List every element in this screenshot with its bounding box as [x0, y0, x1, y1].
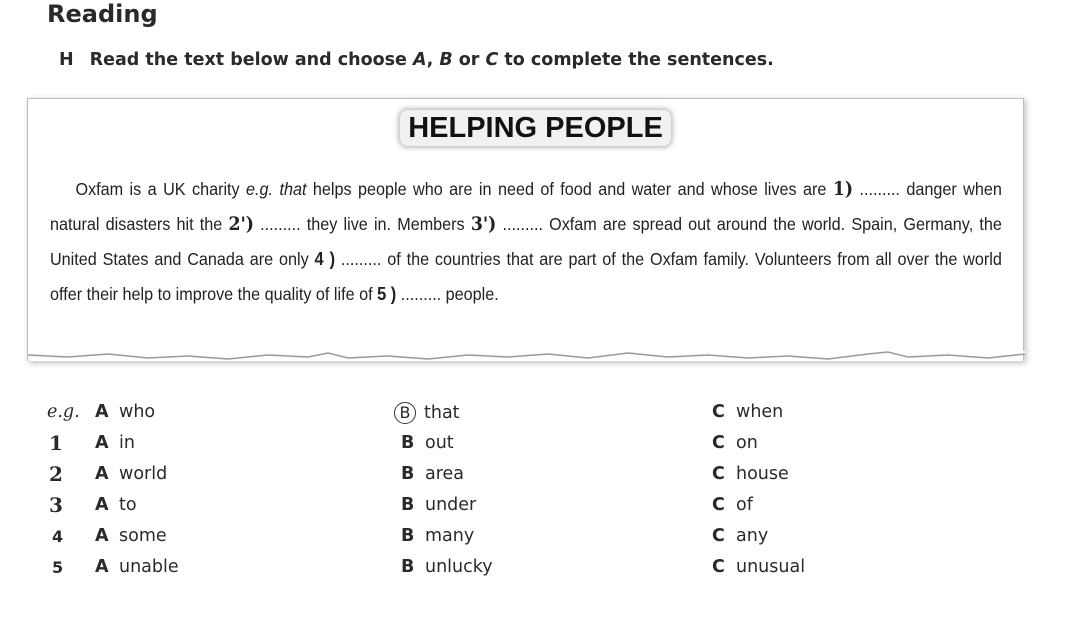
passage-eg-label: e.g.: [246, 179, 274, 199]
option-c[interactable]: [712, 402, 783, 422]
option-a[interactable]: [95, 526, 167, 546]
passage-part-4: ......... they live in. Members: [253, 214, 471, 234]
option-b[interactable]: [401, 464, 464, 484]
option-a[interactable]: [95, 557, 179, 577]
question-number: e.g.: [47, 402, 80, 422]
answer-row-5: [47, 557, 1047, 588]
passage-part-2: helps people who are in need of food and water and whose lives are: [306, 179, 827, 199]
option-a[interactable]: [95, 402, 155, 422]
passage-part-1: Oxfam is a UK charity: [75, 179, 247, 199]
question-number: 5: [52, 558, 64, 577]
option-c[interactable]: [712, 433, 758, 453]
option-text: unusual: [736, 557, 806, 577]
passage-part-5: ......... Oxfam are spread out around the world. Spain, Germany, the United States and Canada are only: [50, 214, 1002, 269]
passage-text: [50, 172, 1002, 312]
instruction-option-c: C: [485, 50, 499, 70]
option-letter: C: [712, 495, 725, 515]
answer-row-2: [47, 464, 1047, 495]
option-letter: B: [401, 526, 415, 546]
gap-number-3: 3'): [470, 213, 497, 235]
option-letter: A: [95, 495, 109, 515]
option-b[interactable]: [401, 557, 493, 577]
answer-options: [47, 402, 1047, 588]
option-a[interactable]: [95, 464, 167, 484]
section-heading: Reading: [47, 0, 158, 28]
option-text: out: [425, 433, 454, 453]
option-letter: B: [401, 433, 415, 453]
option-a[interactable]: [95, 433, 135, 453]
option-letter: A: [95, 526, 109, 546]
option-text: on: [736, 433, 758, 453]
question-number: 4: [52, 527, 64, 546]
passage-eg-answer: that: [273, 179, 307, 199]
option-letter: B: [401, 464, 415, 484]
option-a[interactable]: [95, 495, 137, 515]
option-text: to: [119, 495, 137, 515]
option-b[interactable]: [401, 495, 476, 515]
option-b-selected[interactable]: [401, 402, 460, 424]
option-text: under: [425, 495, 477, 515]
option-letter: C: [712, 433, 725, 453]
option-text: that: [424, 403, 460, 423]
option-text: world: [119, 464, 168, 484]
passage-part-3: ......... danger when natural disasters hit the: [50, 179, 1002, 234]
option-c[interactable]: [712, 526, 768, 546]
answer-row-3: [47, 495, 1047, 526]
instruction-option-a: A: [413, 50, 427, 70]
instruction-sep-2: or: [452, 50, 486, 70]
option-text: some: [119, 526, 167, 546]
option-letter: C: [712, 557, 725, 577]
option-b[interactable]: [401, 433, 454, 453]
gap-number-1: 1): [832, 178, 854, 200]
option-text: who: [119, 402, 156, 422]
answer-row-1: [47, 433, 1047, 464]
option-text: in: [119, 433, 135, 453]
answer-row-eg: [47, 402, 1047, 433]
instruction: [59, 50, 774, 70]
option-letter: C: [712, 402, 725, 422]
gap-number-4: 4 ): [314, 249, 336, 269]
option-letter: B: [401, 557, 415, 577]
instruction-option-b: B: [439, 50, 453, 70]
option-c[interactable]: [712, 495, 753, 515]
option-text: house: [736, 464, 789, 484]
passage-part-7: ......... people.: [396, 284, 499, 304]
option-letter: A: [95, 557, 109, 577]
gap-number-5: 5 ): [377, 284, 397, 304]
gap-number-2: 2'): [228, 213, 254, 235]
option-text: any: [736, 526, 769, 546]
option-text: of: [736, 495, 753, 515]
option-letter: A: [95, 433, 109, 453]
option-text: many: [425, 526, 475, 546]
option-b[interactable]: [401, 526, 474, 546]
question-number: 1: [49, 431, 63, 455]
circled-option-letter: B: [394, 402, 416, 424]
option-text: when: [736, 402, 784, 422]
instruction-sep-1: ,: [426, 50, 440, 70]
passage-title: [0, 110, 1071, 146]
passage-part-6: ......... of the countries that are part of the Oxfam family. Volunteers from all over the world offer their help to improve the quality of life of: [50, 249, 1002, 304]
torn-paper-edge: [28, 351, 1025, 375]
passage-title-text: HELPING PEOPLE: [400, 110, 671, 146]
answer-row-4: [47, 526, 1047, 557]
instruction-text-1: Read the text below and choose: [89, 50, 414, 70]
option-c[interactable]: [712, 464, 789, 484]
question-number: 2: [49, 462, 63, 486]
option-text: area: [425, 464, 465, 484]
option-letter: A: [95, 464, 109, 484]
option-letter: C: [712, 464, 725, 484]
option-letter: B: [401, 495, 415, 515]
option-text: unable: [119, 557, 179, 577]
option-letter: C: [712, 526, 725, 546]
option-text: unlucky: [425, 557, 493, 577]
question-number: 3: [49, 493, 63, 517]
option-c[interactable]: [712, 557, 805, 577]
option-letter: A: [95, 402, 109, 422]
instruction-text-2: to complete the sentences.: [498, 50, 774, 70]
exercise-letter: H: [59, 50, 74, 70]
